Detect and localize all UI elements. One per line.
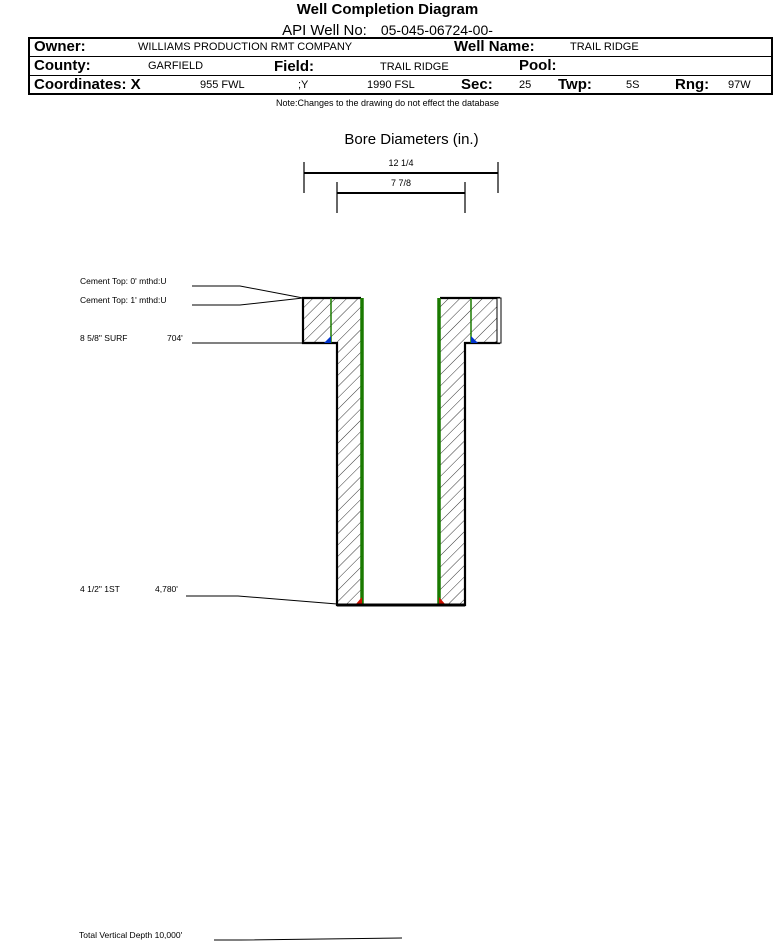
coordinates-label: Coordinates: X xyxy=(34,76,141,93)
county-value: GARFIELD xyxy=(148,60,204,72)
surface-edge-right xyxy=(497,298,501,343)
production-cement-left xyxy=(337,343,361,605)
production-casing-callout-depth: 4,780' xyxy=(155,584,178,594)
surface-casing-callout-depth: 704' xyxy=(167,333,183,343)
twp-value: 5S xyxy=(626,79,640,91)
county-label: County: xyxy=(34,57,91,74)
owner-value: WILLIAMS PRODUCTION RMT COMPANY xyxy=(138,41,353,53)
well-name-label: Well Name: xyxy=(454,38,535,55)
field-label: Field: xyxy=(274,58,314,75)
callout-leaders xyxy=(186,286,402,940)
y-label: ;Y xyxy=(298,79,309,91)
surface-casing-callout-name: 8 5/8" SURF xyxy=(80,333,128,343)
bore-outer-label: 12 1/4 xyxy=(388,158,414,168)
bore-inner-label: 7 7/8 xyxy=(390,178,412,188)
total-depth-callout: Total Vertical Depth 10,000' xyxy=(79,930,183,940)
api-label: API Well No: xyxy=(282,22,367,39)
surface-cement-right xyxy=(440,298,499,343)
diagram-title: Well Completion Diagram xyxy=(296,1,479,18)
owner-label: Owner: xyxy=(34,38,86,55)
rng-value: 97W xyxy=(728,79,751,91)
field-value: TRAIL RIDGE xyxy=(380,61,449,73)
well-name-value: TRAIL RIDGE xyxy=(570,41,639,53)
x-value: 955 FWL xyxy=(200,79,245,91)
y-value: 1990 FSL xyxy=(367,79,415,91)
rng-label: Rng: xyxy=(675,76,710,93)
twp-label: Twp: xyxy=(558,76,592,93)
production-casing-callout-name: 4 1/2" 1ST xyxy=(80,584,120,594)
surface-cement-left xyxy=(303,298,361,343)
sec-value: 25 xyxy=(519,79,532,91)
cement-top-callout-1: Cement Top: 0' mthd:U xyxy=(80,276,167,286)
bore-diameters-title: Bore Diameters (in.) xyxy=(344,131,479,148)
production-cement-right xyxy=(440,343,465,605)
sec-label: Sec: xyxy=(461,76,493,93)
database-note: Note:Changes to the drawing do not effect the database xyxy=(276,98,499,108)
api-value: 05-045-06724-00- xyxy=(380,22,493,38)
bore-outline xyxy=(303,298,499,605)
pool-label: Pool: xyxy=(519,57,557,74)
cement-top-callout-2: Cement Top: 1' mthd:U xyxy=(80,295,167,305)
